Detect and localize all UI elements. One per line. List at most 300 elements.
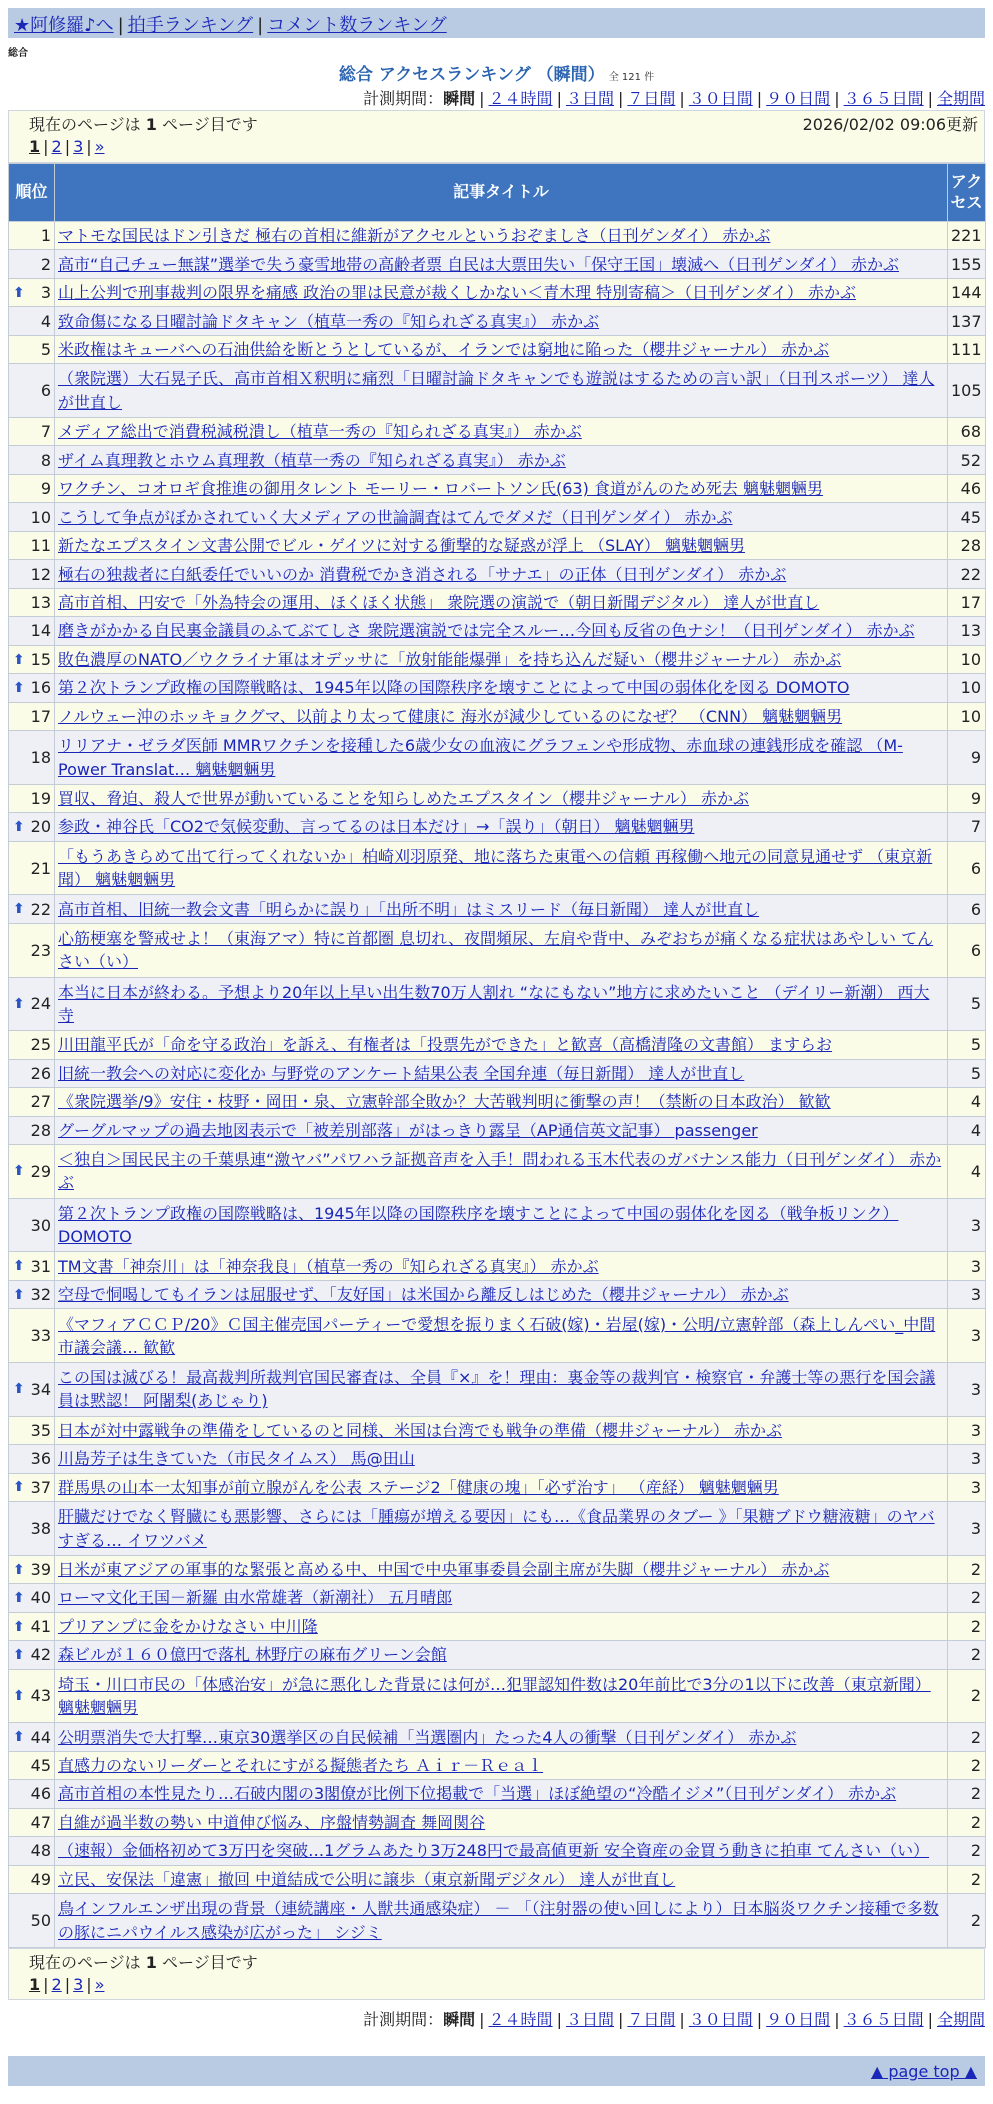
- period-option-link[interactable]: ２４時間: [488, 89, 553, 108]
- access-count: 3: [948, 1280, 986, 1308]
- title-cell: [55, 560, 948, 588]
- period-separator: |: [479, 89, 485, 108]
- article-title-link[interactable]: 高市首相の本性見たり…石破内閣の3閣僚が比例下位掲載で「当選」ほぼ絶望の“冷酷イジメ”（日刊ゲンダイ） 赤かぶ: [58, 1784, 897, 1804]
- article-title-link[interactable]: 参政・神谷氏「CO2で気候変動、言ってるのは日本だけ」→「誤り」（朝日） 魑魅魍魎男: [58, 817, 695, 837]
- article-title-link[interactable]: （衆院選）大石晃子氏、高市首相Ｘ釈明に痛烈「日曜討論ドタキャンでも遊説はするための言い訳」（日刊スポーツ） 達人が世直し: [58, 369, 935, 412]
- table-row: [9, 588, 986, 616]
- rank-number: 13: [30, 592, 51, 612]
- article-title-link[interactable]: ノルウェー沖のホッキョクグマ、以前より太って健康に 海氷が減少しているのになぜ？ （CNN） 魑魅魍魎男: [58, 706, 843, 726]
- rank-cell: [9, 1808, 55, 1836]
- rank-cell: [9, 674, 55, 702]
- article-title-link[interactable]: 本当に日本が終わる。予想より20年以上早い出生数70万人割れ “なにもない”地方に求めたいこと （デイリー新潮） 西大寺: [58, 982, 930, 1025]
- article-title-link[interactable]: 直感力のないリーダーとそれにすがる擬態者たち Ａｉｒ－Ｒｅａｌ: [58, 1756, 544, 1775]
- access-count: 2: [948, 1894, 986, 1948]
- up-arrow-icon: ⬆: [13, 1258, 25, 1275]
- rank-number: 6: [40, 381, 51, 401]
- access-count: 2: [948, 1808, 986, 1836]
- table-row: [9, 1669, 986, 1723]
- access-count: 28: [948, 531, 986, 559]
- article-title-link[interactable]: 心筋梗塞を警戒せよ！（東海アマ）特に首都圏 息切れ、夜間頻尿、左肩や背中、みぞおちが痛くなる症状はあやしい てんさい（い）: [58, 929, 934, 972]
- nav-separator: |: [117, 15, 124, 36]
- pager-page-link[interactable]: 3: [73, 1975, 84, 1994]
- rank-number: 1: [40, 226, 51, 246]
- rank-number: 35: [30, 1420, 51, 1440]
- nav-comment-ranking-link[interactable]: コメント数ランキング: [267, 15, 447, 36]
- access-count: 5: [948, 977, 986, 1031]
- title-cell: [55, 813, 948, 841]
- article-title-link[interactable]: 肝臓だけでなく腎臓にも悪影響、さらには「腫瘍が増える要因」にも…《食品業界のタブー 》「果糖ブドウ糖液糖」のヤバすぎる… イワツバメ: [58, 1507, 935, 1550]
- access-count: 221: [948, 222, 986, 250]
- access-count: 3: [948, 1252, 986, 1280]
- article-title-link[interactable]: マトモな国民はドン引きだ 極右の首相に維新がアクセルというおぞましさ（日刊ゲンダイ） 赤かぶ: [58, 226, 771, 246]
- up-arrow-icon: ⬆: [13, 1618, 25, 1635]
- up-arrow-icon: ⬆: [13, 819, 25, 836]
- article-title-link[interactable]: 空母で恫喝してもイランは屈服せず、「友好国」は米国から離反しはじめた（櫻井ジャーナル） 赤かぶ: [58, 1285, 789, 1305]
- article-title-link[interactable]: TM文書「神奈川」は「神奈我良」（植草一秀の『知られざる真実』） 赤かぶ: [58, 1256, 599, 1276]
- period-option-link[interactable]: ３０日間: [688, 2010, 753, 2029]
- table-row: [9, 503, 986, 531]
- table-row: [9, 1116, 986, 1144]
- table-row: [9, 1445, 986, 1473]
- pager-page-link[interactable]: 2: [51, 137, 62, 156]
- article-title-link[interactable]: 鳥インフルエンザ出現の背景（連続講座・人獣共通感染症） － 「（注射器の使い回しにより）日本脳炎ワクチン接種で多数の豚にニパウイルス感染が広がった」 シジミ: [58, 1899, 939, 1942]
- article-title-link[interactable]: 新たなエプスタイン文書公開でビル・ゲイツに対する衝撃的な疑惑が浮上 （SLAY） 魑魅魍魎男: [58, 536, 746, 556]
- table-row: [9, 784, 986, 812]
- table-row: [9, 418, 986, 446]
- access-count: 13: [948, 617, 986, 645]
- pager-top: [29, 137, 964, 156]
- rank-number: 19: [30, 788, 51, 808]
- title-cell: [55, 474, 948, 502]
- article-title-link[interactable]: 磨きがかかる自民裏金議員のふてぶてしさ 衆院選演説では完全スルー…今回も反省の色ナシ！（日刊ゲンダイ） 赤かぶ: [58, 621, 915, 641]
- article-title-link[interactable]: 川島芳子は生きていた（市民タイムス） 馬@田山: [58, 1449, 415, 1469]
- title-cell: [55, 1280, 948, 1308]
- table-row: [9, 895, 986, 923]
- rank-number: 42: [30, 1645, 51, 1665]
- title-cell: [55, 731, 948, 785]
- rank-cell: [9, 1612, 55, 1640]
- article-title-link[interactable]: この国は滅びる！最高裁判所裁判官国民審査は、全員『×』を！理由：裏金等の裁判官・検察官・弁護士等の悪行を国会議員は黙認！ 阿闍梨(あじゃり): [58, 1368, 936, 1411]
- period-separator: |: [834, 2010, 840, 2029]
- period-label: 計測期間：: [363, 89, 444, 108]
- table-row: [9, 977, 986, 1031]
- period-separator: |: [756, 89, 763, 108]
- pager-separator: |: [86, 137, 92, 156]
- table-row: [9, 560, 986, 588]
- rank-cell: [9, 560, 55, 588]
- table-row: [9, 222, 986, 250]
- title-cell: [55, 1059, 948, 1087]
- article-title-link[interactable]: 日米が東アジアの軍事的な緊張と高める中、中国で中央軍事委員会副主席が失脚（櫻井ジャーナル） 赤かぶ: [58, 1559, 830, 1579]
- rank-number: 38: [30, 1518, 51, 1538]
- rank-cell: [9, 1059, 55, 1087]
- rank-number: 39: [30, 1559, 51, 1579]
- access-count: 2: [948, 1584, 986, 1612]
- rank-cell: [9, 335, 55, 363]
- rank-number: 14: [30, 621, 51, 641]
- period-label: 計測期間：: [363, 2010, 444, 2029]
- article-title-link[interactable]: 高市“自己チュー無謀”選挙で失う豪雪地帯の高齢者票 自民は大票田失い「保守王国」壊滅へ（日刊ゲンダイ） 赤かぶ: [58, 254, 899, 274]
- title-cell: [55, 1723, 948, 1751]
- article-title-link[interactable]: 買収、脅迫、殺人で世界が動いていることを知らしめたエプスタイン（櫻井ジャーナル） 赤かぶ: [58, 788, 750, 808]
- article-title-link[interactable]: メディア総出で消費税減税潰し（植草一秀の『知られざる真実』） 赤かぶ: [58, 422, 582, 442]
- rank-number: 15: [30, 649, 51, 669]
- period-separator: |: [927, 89, 933, 108]
- title-cell: [55, 895, 948, 923]
- pager-page-link[interactable]: 3: [73, 137, 84, 156]
- table-row: [9, 645, 986, 673]
- period-option-link[interactable]: ７日間: [627, 2010, 676, 2029]
- title-cell: [55, 1031, 948, 1059]
- title-cell: [55, 1473, 948, 1501]
- table-row: [9, 1198, 986, 1252]
- article-title-link[interactable]: 高市首相、旧統一教会文書「明らかに誤り」「出所不明」はミスリード（毎日新聞） 達人が世直し: [58, 899, 760, 919]
- article-title-link[interactable]: 川田龍平氏が「命を守る政治」を訴え、有権者は「投票先ができた」と歓喜（高橋清隆の文書館） ますらお: [58, 1035, 833, 1055]
- rank-cell: [9, 531, 55, 559]
- access-count: 105: [948, 364, 986, 418]
- title-cell: [55, 588, 948, 616]
- up-arrow-icon: ⬆: [13, 901, 25, 918]
- up-arrow-icon: ⬆: [13, 1163, 25, 1180]
- access-count: 2: [948, 1837, 986, 1865]
- article-title-link[interactable]: 高市首相、円安で「外為特会の運用、ほくほく状態」 衆院選の演説で（朝日新聞デジタル） 達人が世直し: [58, 592, 820, 612]
- access-count: 2: [948, 1723, 986, 1751]
- up-arrow-icon: ⬆: [13, 1286, 25, 1303]
- table-row: [9, 1612, 986, 1640]
- rank-cell: [9, 1641, 55, 1669]
- up-arrow-icon: ⬆: [13, 679, 25, 696]
- table-row: [9, 446, 986, 474]
- article-title-link[interactable]: ローマ文化王国－新羅 由水常雄著（新潮社） 五月晴郎: [58, 1588, 453, 1608]
- table-row: [9, 1894, 986, 1948]
- rank-cell: [9, 1780, 55, 1808]
- period-option-link[interactable]: ２４時間: [488, 2010, 553, 2029]
- article-title-link[interactable]: 旧統一教会への対応に変化か 与野党のアンケート結果公表 全国弁連（毎日新聞） 達人が世直し: [58, 1063, 745, 1083]
- access-count: 4: [948, 1145, 986, 1199]
- rank-number: 33: [30, 1326, 51, 1346]
- article-title-link[interactable]: 《衆院選挙/9》安住・枝野・岡田・泉、立憲幹部全敗か？大苦戦判明に衝撃の声！（禁断の日本政治） 歓歓: [58, 1092, 831, 1112]
- pager-current-page: 1: [29, 137, 41, 156]
- rank-cell: [9, 364, 55, 418]
- title-cell: [55, 1445, 948, 1473]
- article-title-link[interactable]: 立民、安保法「違憲」撤回 中道結成で公明に譲歩（東京新聞デジタル） 達人が世直し: [58, 1869, 676, 1889]
- table-row: [9, 1088, 986, 1116]
- article-title-link[interactable]: プリアンプに金をかけなさい 中川隆: [58, 1616, 318, 1636]
- rank-number: 20: [30, 817, 51, 837]
- rank-cell: [9, 923, 55, 977]
- article-title-link[interactable]: 公明票消失で大打撃…東京30選挙区の自民候補「当選圏内」たった4人の衝撃（日刊ゲンダイ） 赤かぶ: [58, 1727, 797, 1747]
- rank-cell: [9, 1252, 55, 1280]
- access-count: 6: [948, 895, 986, 923]
- table-row: [9, 813, 986, 841]
- article-title-link[interactable]: 致命傷になる日曜討論ドタキャン（植草一秀の『知られざる真実』） 赤かぶ: [58, 311, 600, 331]
- rank-cell: [9, 1280, 55, 1308]
- period-separator: |: [556, 2010, 562, 2029]
- article-title-link[interactable]: 森ビルが１６０億円で落札 林野庁の麻布グリーン会館: [58, 1645, 447, 1665]
- period-option-link[interactable]: ３０日間: [688, 89, 753, 108]
- rank-cell: [9, 702, 55, 730]
- access-count: 137: [948, 307, 986, 335]
- pager-next-link[interactable]: »: [94, 137, 105, 156]
- rank-cell: [9, 895, 55, 923]
- article-title-link[interactable]: 第２次トランプ政権の国際戦略は、1945年以降の国際秩序を壊すことによって中国の弱体化を図る DOMOTO: [58, 678, 850, 698]
- access-count: 10: [948, 645, 986, 673]
- rank-number: 28: [30, 1120, 51, 1140]
- article-title-link[interactable]: 埼玉・川口市民の「体感治安」が急に悪化した背景には何が…犯罪認知件数は20年前比で3分の1以下に改善（東京新聞） 魑魅魍魎男: [58, 1674, 931, 1718]
- period-separator: |: [617, 2010, 624, 2029]
- title-cell: [55, 1145, 948, 1199]
- table-row: [9, 335, 986, 363]
- access-count: 2: [948, 1612, 986, 1640]
- rank-cell: [9, 1723, 55, 1751]
- title-cell: [55, 1780, 948, 1808]
- rank-cell: [9, 278, 55, 306]
- rank-cell: [9, 418, 55, 446]
- table-row: [9, 1584, 986, 1612]
- rank-cell: [9, 1837, 55, 1865]
- rank-cell: [9, 784, 55, 812]
- rank-cell: [9, 1502, 55, 1556]
- table-row: [9, 923, 986, 977]
- nav-home-link[interactable]: ★阿修羅♪へ: [14, 15, 114, 36]
- rank-cell: [9, 1198, 55, 1252]
- table-row: [9, 1751, 986, 1779]
- pager-current-page: 1: [29, 1975, 41, 1994]
- period-option-link[interactable]: ３６５日間: [843, 89, 924, 108]
- rank-number: 16: [30, 678, 51, 698]
- title-cell: [55, 1363, 948, 1417]
- article-title-link[interactable]: 山上公判で刑事裁判の限界を痛感 政治の罪は民意が裁くしかない＜青木理 特別寄稿＞（日刊ゲンダイ） 赤かぶ: [58, 283, 856, 303]
- table-row: [9, 674, 986, 702]
- rank-number: 32: [30, 1285, 51, 1305]
- rank-cell: [9, 731, 55, 785]
- period-separator: |: [756, 2010, 763, 2029]
- article-title-link[interactable]: リリアナ・ゼラダ医師 MMRワクチンを接種した6歳少女の血液にグラフェンや形成物、赤血球の連銭形成を確認 （M-Power Translat… 魑魅魍魎男: [58, 736, 903, 779]
- title-cell: [55, 1502, 948, 1556]
- rank-cell: [9, 588, 55, 616]
- article-title-link[interactable]: 「もうあきらめて出て行ってくれないか」柏崎刈羽原発、地に落ちた東電への信頼 再稼働へ地元の同意見通せず （東京新聞） 魑魅魍魎男: [58, 846, 933, 890]
- rank-number: 8: [40, 450, 51, 470]
- table-row: [9, 1309, 986, 1363]
- title-cell: [55, 1252, 948, 1280]
- rank-number: 46: [30, 1784, 51, 1804]
- article-title-link[interactable]: ワクチン、コオロギ食推進の御用タレント モーリー・ロバートソン氏(63) 食道がんのため死去 魑魅魍魎男: [58, 479, 823, 499]
- table-row: [9, 307, 986, 335]
- access-count: 3: [948, 1502, 986, 1556]
- article-title-link[interactable]: （速報）金価格初めて3万円を突破…1グラムあたり3万248円で最高値更新 安全資産の金買う動きに拍車 てんさい（い）: [58, 1841, 930, 1861]
- article-title-link[interactable]: 《マフィアＣＣＰ/20》Ｃ国主催売国パーティーで愛想を振りまく石破(嫁)・岩屋(嫁)・公明/立憲幹部（森上しんぺい_中間市議会議… 歓歓: [58, 1314, 936, 1357]
- period-selector-top: [363, 86, 985, 109]
- table-row: [9, 1473, 986, 1501]
- access-count: 111: [948, 335, 986, 363]
- pagination-box-bottom: [8, 1948, 985, 2000]
- pagination-box-top: [8, 110, 985, 163]
- up-arrow-icon: ⬆: [13, 995, 25, 1012]
- access-count: 10: [948, 702, 986, 730]
- pager-bottom: [29, 1975, 964, 1994]
- nav-clap-ranking-link[interactable]: 拍手ランキング: [127, 15, 254, 36]
- period-option-link[interactable]: ３日間: [565, 89, 614, 108]
- rank-cell: [9, 307, 55, 335]
- pager-page-link[interactable]: 2: [51, 1975, 62, 1994]
- access-count: 52: [948, 446, 986, 474]
- title-cell: [55, 278, 948, 306]
- rank-cell: [9, 1363, 55, 1417]
- rank-cell: [9, 1865, 55, 1893]
- title-cell: [55, 446, 948, 474]
- access-count: 155: [948, 250, 986, 278]
- article-title-link[interactable]: 日本が対中露戦争の準備をしているのと同様、米国は台湾でも戦争の準備（櫻井ジャーナル） 赤かぶ: [58, 1420, 782, 1440]
- up-arrow-icon: ⬆: [13, 284, 25, 301]
- rank-cell: [9, 446, 55, 474]
- access-count: 3: [948, 1445, 986, 1473]
- updated-timestamp: 2026/02/02 09:06更新: [802, 115, 978, 134]
- table-row: [9, 1363, 986, 1417]
- up-arrow-icon: ⬆: [13, 1561, 25, 1578]
- title-cell: [55, 1612, 948, 1640]
- rank-number: 24: [30, 994, 51, 1014]
- period-separator: |: [479, 2010, 485, 2029]
- rank-number: 44: [30, 1727, 51, 1747]
- rank-cell: [9, 813, 55, 841]
- rank-cell: [9, 1416, 55, 1444]
- title-cell: [55, 1669, 948, 1723]
- up-arrow-icon: ⬆: [13, 1646, 25, 1663]
- access-count: 2: [948, 1780, 986, 1808]
- table-row: [9, 1059, 986, 1087]
- access-count: 2: [948, 1865, 986, 1893]
- rank-number: 43: [30, 1686, 51, 1706]
- article-title-link[interactable]: こうして争点がぼかされていく大メディアの世論調査はてんでダメだ（日刊ゲンダイ） 赤かぶ: [58, 507, 733, 527]
- title-cell: [55, 307, 948, 335]
- total-count: 全 121 件: [608, 72, 655, 83]
- rank-cell: [9, 503, 55, 531]
- access-count: 144: [948, 278, 986, 306]
- title-cell: [55, 1198, 948, 1252]
- page-title: [0, 60, 993, 85]
- table-row: [9, 1252, 986, 1280]
- article-title-link[interactable]: 第２次トランプ政権の国際戦略は、1945年以降の国際秩序を壊すことによって中国の弱体化を図る（戦争板リンク） DOMOTO: [58, 1203, 899, 1247]
- period-option-link[interactable]: ９０日間: [766, 2010, 831, 2029]
- rank-cell: [9, 617, 55, 645]
- rank-number: 23: [30, 940, 51, 960]
- table-row: [9, 731, 986, 785]
- title-cell: [55, 222, 948, 250]
- rank-number: 11: [30, 536, 51, 556]
- rank-cell: [9, 1445, 55, 1473]
- table-row: [9, 1808, 986, 1836]
- article-title-link[interactable]: ＜独自＞国民民主の千葉県連“激ヤバ”パワハラ証拠音声を入手！問われる玉木代表のガバナンス能力（日刊ゲンダイ） 赤かぶ: [58, 1150, 942, 1193]
- period-separator: |: [834, 89, 840, 108]
- rank-cell: [9, 1473, 55, 1501]
- period-option-link[interactable]: ９０日間: [766, 89, 831, 108]
- article-title-link[interactable]: 米政権はキューバへの石油供給を断とうとしているが、イランでは窮地に陥った（櫻井ジャーナル） 赤かぶ: [58, 340, 830, 360]
- up-arrow-icon: ⬆: [13, 1729, 25, 1746]
- column-header-rank: 順位: [9, 164, 55, 222]
- access-count: 68: [948, 418, 986, 446]
- rank-cell: [9, 645, 55, 673]
- period-separator: |: [679, 89, 685, 108]
- title-cell: [55, 503, 948, 531]
- title-cell: [55, 1088, 948, 1116]
- title-cell: [55, 418, 948, 446]
- page-top-link[interactable]: ▲ page top ▲: [870, 2062, 977, 2081]
- article-title-link[interactable]: 敗色濃厚のNATO／ウクライナ軍はオデッサに「放射能能爆弾」を持ち込んだ疑い（櫻井ジャーナル） 赤かぶ: [58, 649, 842, 669]
- footer-bar: [8, 2056, 985, 2086]
- pager-next-link[interactable]: »: [94, 1975, 105, 1994]
- title-cell: [55, 364, 948, 418]
- period-option-link[interactable]: ７日間: [627, 89, 676, 108]
- table-row: [9, 1780, 986, 1808]
- article-title-link[interactable]: 群馬県の山本一太知事が前立腺がんを公表 ステージ2「健康の塊」「必ず治す」 （産経） 魑魅魍魎男: [58, 1477, 779, 1497]
- rank-number: 18: [30, 747, 51, 767]
- rank-cell: [9, 1116, 55, 1144]
- article-title-link[interactable]: 自維が過半数の勢い 中道伸び悩み、序盤情勢調査 舞岡関谷: [58, 1812, 486, 1832]
- period-separator: |: [556, 89, 562, 108]
- access-count: 3: [948, 1198, 986, 1252]
- title-cell: [55, 1837, 948, 1865]
- pager-separator: |: [86, 1975, 92, 1994]
- access-count: 10: [948, 674, 986, 702]
- rank-cell: [9, 1751, 55, 1779]
- access-count: 4: [948, 1116, 986, 1144]
- title-cell: [55, 1865, 948, 1893]
- title-cell: [55, 841, 948, 895]
- title-cell: [55, 1751, 948, 1779]
- access-count: 5: [948, 1031, 986, 1059]
- title-cell: [55, 674, 948, 702]
- rank-number: 47: [30, 1812, 51, 1832]
- rank-cell: [9, 1088, 55, 1116]
- rank-cell: [9, 222, 55, 250]
- rank-number: 37: [30, 1477, 51, 1497]
- period-option-link[interactable]: ３６５日間: [843, 2010, 924, 2029]
- period-option-link[interactable]: ３日間: [565, 2010, 614, 2029]
- table-row: [9, 531, 986, 559]
- ranking-table-body: [9, 222, 986, 1948]
- rank-number: 36: [30, 1449, 51, 1469]
- title-cell: [55, 531, 948, 559]
- article-title-link[interactable]: グーグルマップの過去地図表示で「被差別部落」がはっきり露呈（AP通信英文記事） passenger: [58, 1120, 758, 1140]
- access-count: 4: [948, 1088, 986, 1116]
- rank-cell: [9, 250, 55, 278]
- article-title-link[interactable]: ザイム真理教とホウム真理教（植草一秀の『知られざる真実』） 赤かぶ: [58, 450, 566, 470]
- rank-number: 10: [30, 507, 51, 527]
- title-cell: [55, 1116, 948, 1144]
- period-selector-bottom: [363, 2007, 985, 2030]
- rank-cell: [9, 1584, 55, 1612]
- table-row: [9, 1837, 986, 1865]
- rank-number: 30: [30, 1215, 51, 1235]
- article-title-link[interactable]: 極右の独裁者に白紙委任でいいのか 消費税でかき消される「サナエ」の正体（日刊ゲンダイ） 赤かぶ: [58, 564, 787, 584]
- access-count: 6: [948, 923, 986, 977]
- rank-number: 48: [30, 1841, 51, 1861]
- title-cell: [55, 250, 948, 278]
- rank-number: 34: [30, 1379, 51, 1399]
- table-row: [9, 1145, 986, 1199]
- access-count: 3: [948, 1363, 986, 1417]
- rank-cell: [9, 1555, 55, 1583]
- table-row: [9, 1865, 986, 1893]
- period-option-link[interactable]: 全期間: [936, 2010, 985, 2029]
- up-arrow-icon: ⬆: [13, 1688, 25, 1705]
- rank-number: 4: [40, 311, 51, 331]
- period-option-link[interactable]: 全期間: [936, 89, 985, 108]
- rank-cell: [9, 977, 55, 1031]
- rank-cell: [9, 1031, 55, 1059]
- title-cell: [55, 702, 948, 730]
- rank-number: 31: [30, 1256, 51, 1276]
